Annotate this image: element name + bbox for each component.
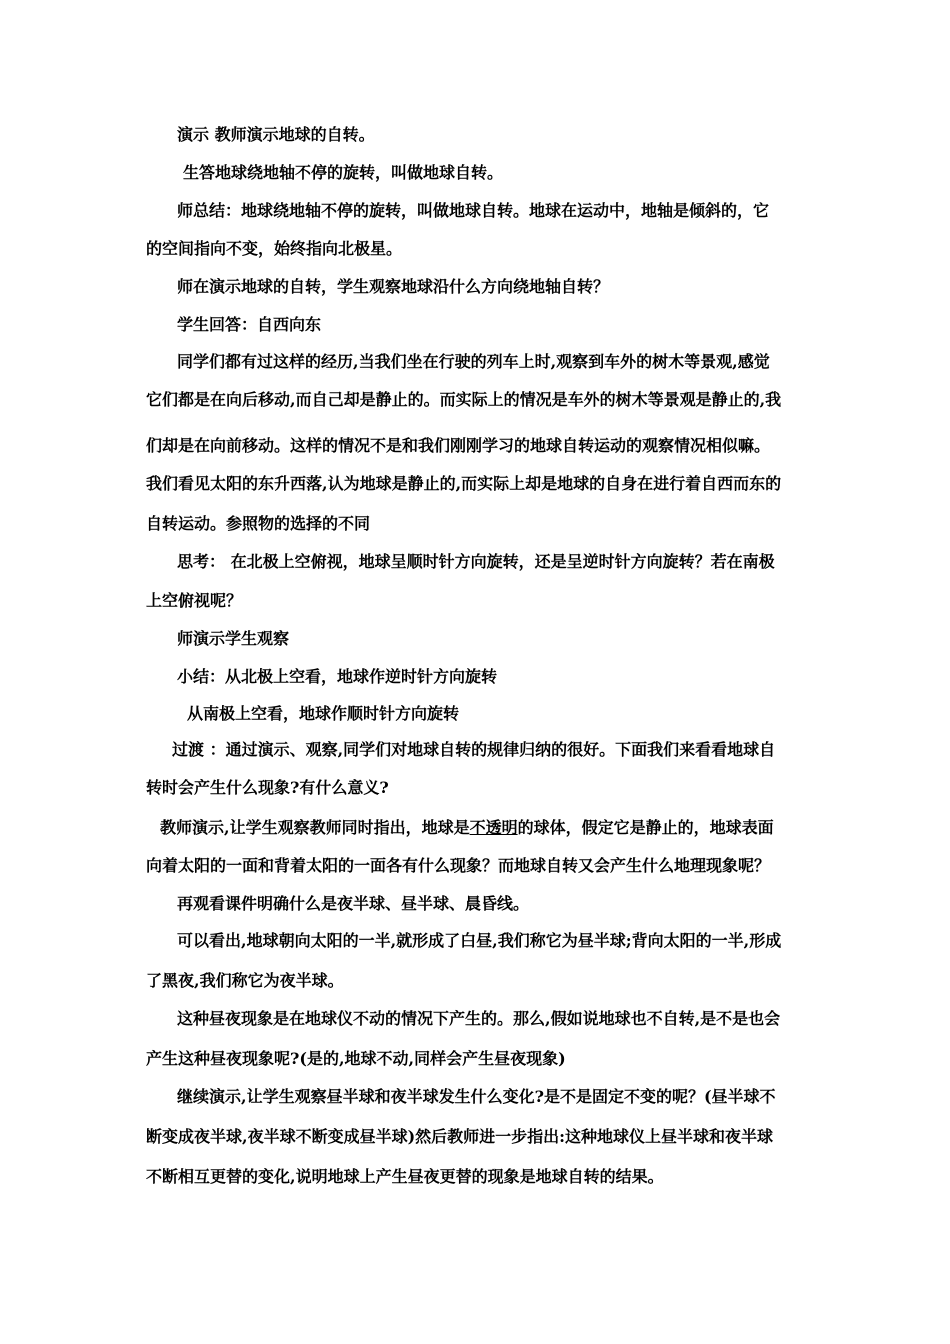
text-line: 不断相互更替的变化,说明地球上产生昼夜更替的现象是地球自转的结果。 (146, 1167, 664, 1186)
text-line: 们却是在向前移动。这样的情况不是和我们刚刚学习的地球自转运动的观察情况相似嘛。 (146, 436, 771, 455)
text-line: 演示 教师演示地球的自转。 (177, 125, 375, 144)
text-line: 转时会产生什么现象?有什么意义? (146, 778, 389, 797)
text-line: 我们看见太阳的东升西落,认为地球是静止的,而实际上却是地球的自身在进行着自西而东的 (146, 474, 782, 493)
text-line: 断变成夜半球,夜半球不断变成昼半球)然后教师进一步指出:这种地球仪上昼半球和夜半球 (146, 1127, 774, 1146)
text-line: 上空俯视呢？ (146, 591, 243, 610)
text-line: 这种昼夜现象是在地球仪不动的情况下产生的。那么,假如说地球也不自转,是不是也会 (177, 1009, 781, 1028)
text-line: 的空间指向不变，始终指向北极星。 (146, 239, 403, 258)
text-line: 继续演示,让学生观察昼半球和夜半球发生什么变化?是不是固定不变的呢？(昼半球不 (177, 1087, 776, 1106)
text-line: 产生这种昼夜现象呢?(是的,地球不动,同样会产生昼夜现象) (146, 1049, 566, 1068)
text-segment: 的球体，假定它是静止的，地球表面 (517, 818, 774, 837)
text-line (160, 817, 860, 839)
underlined-text: 不透明 (469, 818, 518, 837)
text-line: 可以看出,地球朝向太阳的一半,就形成了白昼,我们称它为昼半球;背向太阳的一半,形成 (177, 931, 782, 950)
text-line: 自转运动。参照物的选择的不同 (146, 514, 371, 533)
text-line: 它们都是在向后移动,而自己却是静止的。而实际上的情况是车外的树木等景观是静止的,我 (146, 390, 782, 409)
text-segment: 教师演示,让学生观察教师同时指出，地球是 (160, 818, 470, 837)
text-line: 小结：从北极上空看，地球作逆时针方向旋转 (177, 667, 498, 686)
text-line: 思考： 在北极上空俯视，地球呈顺时针方向旋转，还是呈逆时针方向旋转？若在南极 (177, 552, 775, 571)
text-line: 师演示学生观察 (177, 629, 290, 648)
text-line: 再观看课件明确什么是夜半球、昼半球、晨昏线。 (177, 894, 530, 913)
text-line: 师总结：地球绕地轴不停的旋转，叫做地球自转。地球在运动中，地轴是倾斜的，它 (177, 201, 770, 220)
text-line: 了黑夜,我们称它为夜半球。 (146, 971, 344, 990)
text-line: 生答地球绕地轴不停的旋转，叫做地球自转。 (183, 163, 504, 182)
text-line: 师在演示地球的自转，学生观察地球沿什么方向绕地轴自转？ (177, 277, 610, 296)
text-line: 向着太阳的一面和背着太阳的一面各有什么现象？而地球自转又会产生什么地理现象呢？ (146, 856, 771, 875)
text-line: 同学们都有过这样的经历,当我们坐在行驶的列车上时,观察到车外的树木等景观,感觉 (177, 352, 770, 371)
text-line: 从南极上空看，地球作顺时针方向旋转 (187, 704, 460, 723)
text-line: 学生回答：自西向东 (177, 315, 322, 334)
text-line: 过渡 ：通过演示、观察,同学们对地球自转的规律归纳的很好。下面我们来看看地球自 (172, 740, 776, 759)
